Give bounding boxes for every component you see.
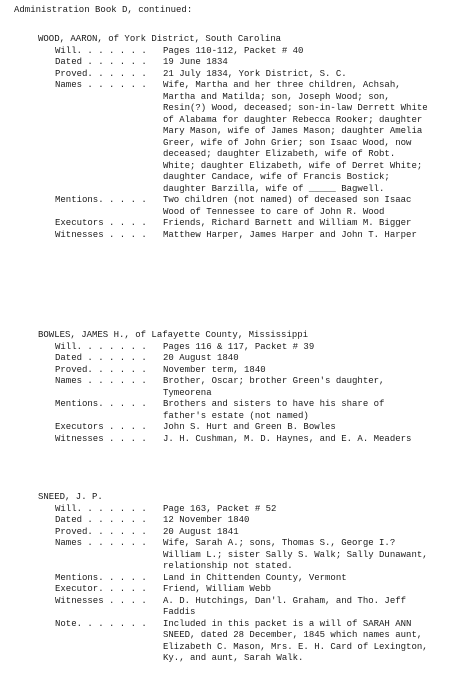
field-witnesses <box>38 230 443 242</box>
field-label: Witnesses . . . . <box>55 595 147 606</box>
field-value: 20 August 1840 <box>163 353 239 363</box>
field-label: Executor. . . . . <box>55 584 147 594</box>
field-note <box>38 619 443 665</box>
field-value: Wife, Martha and her three children, Achsah, Martha and Matilda; son, Joseph Wood; son, Resin(?) Wood, deceased; son-in-law Derrett White of Alabama for daughter Rebecca Rooker; daughter Mary Mason, wife of James Mason; daughter Amelia Greer, wife of John Grier; son Isaac Wood, now deceased; daughter Elizabeth, wife of Robt. White; daughter Elizabeth, wife of Derret White; daughter Candace, wife of Francis Bostick; daughter Barzilla, wife of _____ Bagwell. <box>163 80 428 194</box>
field-value: 20 August 1841 <box>163 526 239 537</box>
field-names <box>38 376 443 399</box>
field-label: Will. . . . . . . <box>55 45 147 56</box>
field-label: Dated . . . . . . <box>55 57 147 67</box>
field-label: Proved. . . . . . <box>55 526 147 537</box>
field-value: Two children (not named) of deceased son Isaac Wood of Tennessee to care of John R. Wood <box>163 195 412 217</box>
field-proved <box>38 365 443 377</box>
field-proved <box>38 527 443 539</box>
field-value: Brother, Oscar; brother Green's daughter, Tymeorena <box>163 376 385 398</box>
field-value: Friends, Richard Barnett and William M. Bigger <box>163 218 412 228</box>
field-value: 12 November 1840 <box>163 515 250 525</box>
field-value: Pages 116 & 117, Packet # 39 <box>163 341 315 352</box>
field-value: J. H. Cushman, M. D. Haynes, and E. A. Meaders <box>163 433 412 444</box>
field-value: Land in Chittenden County, Vermont <box>163 572 347 583</box>
will-entry-sneed <box>38 492 443 665</box>
field-label: Executors . . . . <box>55 218 147 228</box>
field-executors <box>38 422 443 434</box>
field-witnesses <box>38 596 443 619</box>
entry-heading: SNEED, J. P. <box>38 492 103 502</box>
field-dated <box>38 515 443 527</box>
field-value: Pages 110-112, Packet # 40 <box>163 45 304 56</box>
page-header: Administration Book D, continued: <box>14 5 193 15</box>
field-label: Proved. . . . . . <box>55 68 147 79</box>
field-label: Mentions. . . . . <box>55 399 147 409</box>
field-proved <box>38 69 443 81</box>
field-executors <box>38 218 443 230</box>
field-label: Names . . . . . . <box>55 376 147 386</box>
field-label: Will. . . . . . . <box>55 341 147 352</box>
field-value: Friend, William Webb <box>163 584 272 594</box>
field-will <box>38 504 443 516</box>
field-label: Mentions. . . . . <box>55 195 147 205</box>
entry-heading: WOOD, AARON, of York District, South Carolina <box>38 34 282 44</box>
field-label: Will. . . . . . . <box>55 503 147 514</box>
field-value: 19 June 1834 <box>163 57 228 67</box>
field-label: Note. . . . . . . <box>55 618 147 629</box>
field-names <box>38 538 443 573</box>
field-mentions <box>38 399 443 422</box>
field-value: Matthew Harper, James Harper and John T. Harper <box>163 229 417 240</box>
will-entry-wood <box>38 34 443 241</box>
field-mentions <box>38 195 443 218</box>
will-entry-bowles <box>38 330 443 445</box>
field-label: Names . . . . . . <box>55 80 147 90</box>
field-executor <box>38 584 443 596</box>
field-label: Dated . . . . . . <box>55 353 147 363</box>
field-label: Witnesses . . . . <box>55 229 147 240</box>
field-label: Names . . . . . . <box>55 538 147 548</box>
field-value: Included in this packet is a will of SARAH ANN SNEED, dated 28 December, 1845 which names aunt, Elizabeth C. Mason, Mrs. E. H. Card of Lexington, Ky., and aunt, Sarah Walk. <box>163 618 428 663</box>
field-value: Wife, Sarah A.; sons, Thomas S., George I.? William L.; sister Sally S. Walk; Sally Dunawant, relationship not stated. <box>163 538 428 571</box>
entry-heading: BOWLES, JAMES H., of Lafayette County, Mississippi <box>38 330 309 340</box>
field-names <box>38 80 443 195</box>
field-label: Executors . . . . <box>55 422 147 432</box>
field-value: A. D. Hutchings, Dan'l. Graham, and Tho. Jeff Faddis <box>163 595 407 617</box>
field-label: Mentions. . . . . <box>55 572 147 583</box>
field-label: Proved. . . . . . <box>55 364 147 375</box>
field-mentions <box>38 573 443 585</box>
field-value: November term, 1840 <box>163 364 266 375</box>
field-value: Brothers and sisters to have his share of father's estate (not named) <box>163 399 385 421</box>
field-label: Dated . . . . . . <box>55 515 147 525</box>
field-dated <box>38 353 443 365</box>
field-value: Page 163, Packet # 52 <box>163 503 277 514</box>
field-will <box>38 46 443 58</box>
field-dated <box>38 57 443 69</box>
field-value: John S. Hurt and Green B. Bowles <box>163 422 336 432</box>
field-will <box>38 342 443 354</box>
field-value: 21 July 1834, York District, S. C. <box>163 68 347 79</box>
field-label: Witnesses . . . . <box>55 433 147 444</box>
field-witnesses <box>38 434 443 446</box>
